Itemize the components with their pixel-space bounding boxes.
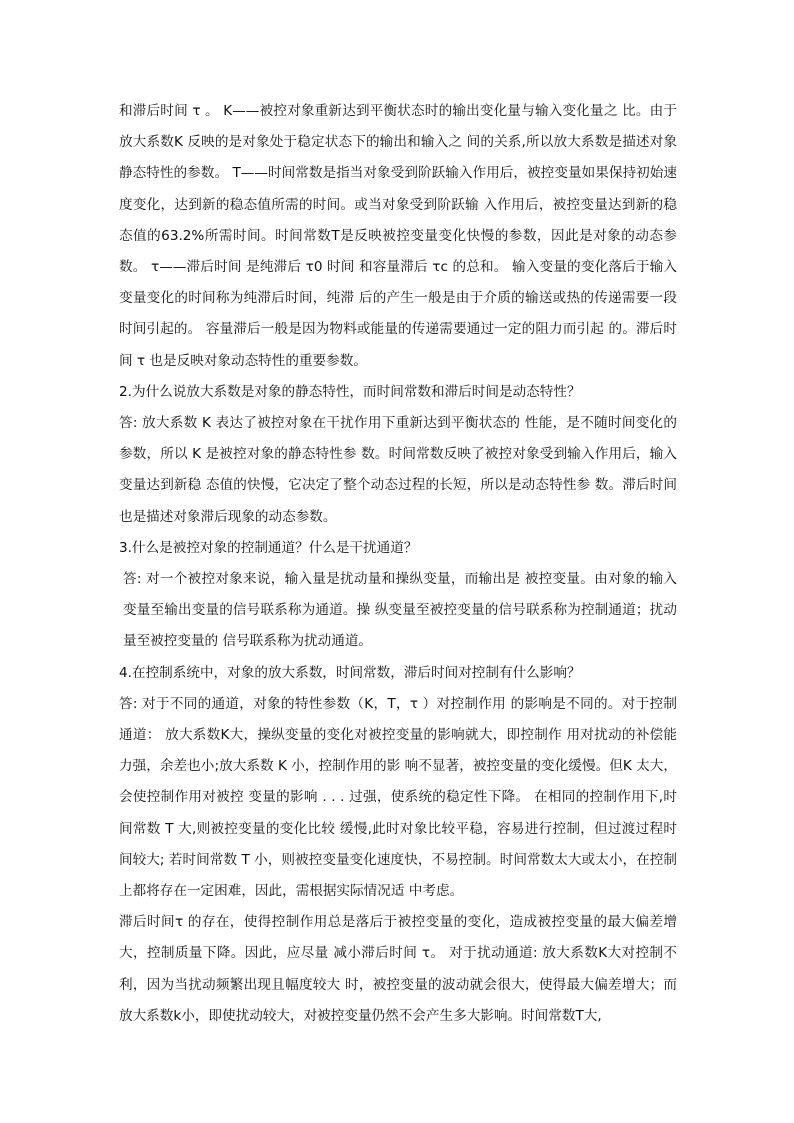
answer-3-paragraph: 答: 对一个被控对象来说，输入量是扰动量和操纵变量，而输出是 被控变量。由对象的输入变量至输出变量的信号联系称为通道。操 纵变量至被控变量的信号联系称为控制通道；扰动量至被控变量的 信号联系称为扰动通道。 xyxy=(123,571,677,650)
answer-2-paragraph: 答: 放大系数 K 表达了被控对象在干扰作用下重新达到平衡状态的 性能，是不随时间变化的参数，所以 K 是被控对象的静态特性参 数。时间常数反映了被控对象受到输入作用后，输入变量达到新稳 态值的快慢，它决定了整个动态过程的长短，所以是动态特性参 数。滞后时间也是描述对象滞后现象的动态参数。 xyxy=(119,415,677,525)
answer-4-paragraph: 答: 对于不同的通道，对象的特性参数（K，T，τ ）对控制作用 的影响是不同的。对于控制通道： 放大系数K大，操纵变量的变化对被控变量的影响就大，即控制作 用对扰动的补偿能力强，余差也小;放大系数 K 小，控制作用的影 响不显著，被控变量的变化缓慢。但K 太大，会使控制作用对被控 变量的影响 . . . 过强，使系统的稳定性下降。 在相同的控制作用下,时间常数 T 大,则被控变量的变化比较 缓慢,此时对象比较平稳，容易进行控制，但过渡过程时间较大; 若时间常数 T 小，则被控变量变化速度快，不易控制。时间常数太大或太小，在控制上都将存在一定困难，因此，需根据实际情况适 中考虑。 xyxy=(119,695,677,900)
lag-time-paragraph: 滞后时间τ 的存在，使得控制作用总是落后于被控变量的变化，造成被控变量的最大偏差增大，控制质量下降。因此，应尽量 减小滞后时间 τ。 对于扰动通道: 放大系数K大对控制不利，因为当扰动频繁出现且幅度较大 时，被控变量的波动就会很大，使得最大偏差增大；而放大系数k小，即使扰动较大，对被控变量仍然不会产生多大影响。时间常数T大, xyxy=(119,914,677,1024)
document-page xyxy=(119,96,677,1032)
question-2-heading: 2.为什么说放大系数是对象的静态特性，而时间常数和滞后时间是动态特性？ xyxy=(119,383,581,400)
question-4-heading: 4.在控制系统中，对象的放大系数，时间常数，滞后时间对控制有什么影响？ xyxy=(119,664,581,681)
paragraph-parameter-definitions: 和滞后时间 τ 。 K——被控对象重新达到平衡状态时的输出变化量与输入变化量之 比。由于放大系数K 反映的是对象处于稳定状态下的输出和输入之 间的关系,所以放大系数是描述对象静态特性的参数。 T——时间常数是指当对象受到阶跃输入作用后，被控变量如果保持初始速度变化，达到新的稳态值所需的时间。或当对象受到阶跃输 入作用后，被控变量达到新的稳态值的63.2%所需时间。时间常数T是反映被控变量变化快慢的参数，因此是对象的动态参数。 τ——滞后时间 是纯滞后 τ0 时间 和容量滞后 τc 的总和。 输入变量的变化落后于输入变量变化的时间称为纯滞后时间，纯滞 后的产生一般是由于介质的输送或热的传递需要一段时间引起的。 容量滞后一般是因为物料或能量的传递需要通过一定的阻力而引起 的。滞后时间 τ 也是反映对象动态特性的重要参数。 xyxy=(119,103,677,369)
question-3-heading: 3.什么是被控对象的控制通道？什么是干扰通道？ xyxy=(119,539,418,556)
